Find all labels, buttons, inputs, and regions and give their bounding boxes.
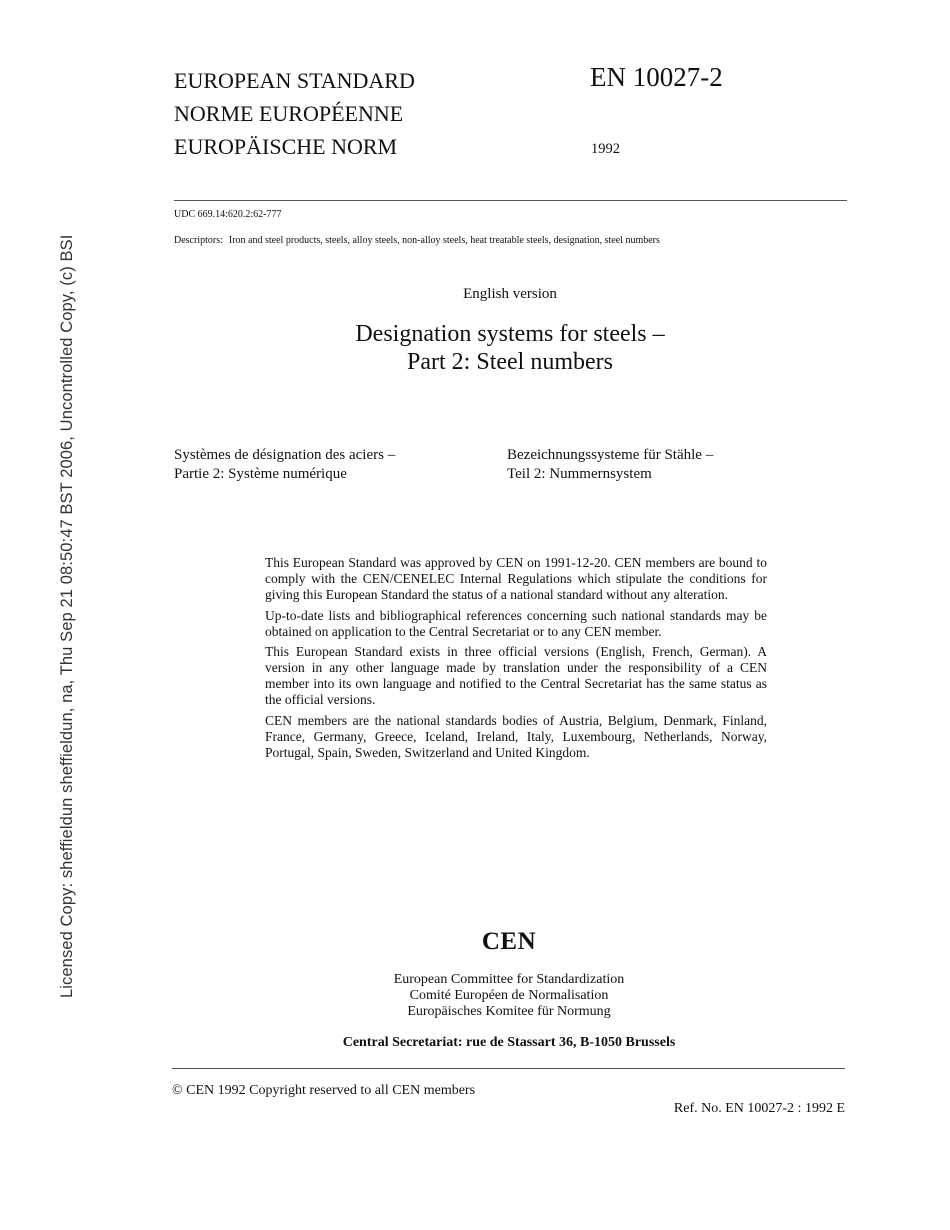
license-watermark: Licensed Copy: sheffieldun sheffieldun, na, Thu Sep 21 08:50:47 BST 2006, Uncontrolled Copy, (c) BSI <box>58 234 76 998</box>
members-paragraph: CEN members are the national standards bodies of Austria, Belgium, Denmark, Finland, France, Germany, Greece, Iceland, Ireland, Italy, Luxembourg, Netherlands, Norway, Portugal, Spain, Sweden, Switzerland and United Kingdom. <box>265 712 767 760</box>
central-secretariat: Central Secretariat: rue de Stassart 36, B-1050 Brussels <box>342 1035 676 1050</box>
header-divider <box>174 200 847 201</box>
copyright-notice: © CEN 1992 Copyright reserved to all CEN members <box>172 1083 476 1098</box>
title-french: NORME EUROPÉENNE <box>174 101 404 126</box>
cen-name-french: Comité Européen de Normalisation <box>409 988 609 1003</box>
cen-names <box>0 972 950 1020</box>
versions-paragraph: This European Standard exists in three official versions (English, French, German). A version in any other language made by translation under the responsibility of a CEN member into its own language and notified to the Central Secretariat has the same status as the official versions. <box>265 644 767 707</box>
approval-text <box>265 555 767 765</box>
approval-paragraph: This European Standard was approved by CEN on 1991-12-20. CEN members are bound to comply with the CEN/CENELEC Internal Regulations which stipulate the conditions for giving this European Standard the status of a national standard without any alteration. <box>265 555 767 602</box>
cen-logo: CEN <box>481 928 537 955</box>
version-label: English version <box>463 286 557 302</box>
references-paragraph: Up-to-date lists and bibliographical references concerning such national standards may be obtained on application to the Central Secretariat or to any CEN member. <box>265 607 767 639</box>
french-title-line2: Partie 2: Système numérique <box>174 466 347 482</box>
cen-name-german: Europäisches Komitee für Normung <box>407 1004 611 1019</box>
descriptors-text: Iron and steel products, steels, alloy steels, non-alloy steels, heat treatable steels, designation, steel numbers <box>228 235 660 246</box>
standard-titles <box>174 64 415 163</box>
reference-number: Ref. No. EN 10027-2 : 1992 E <box>673 1101 845 1116</box>
french-title-line1: Systèmes de désignation des aciers – <box>174 447 396 463</box>
cen-name-english: European Committee for Standardization <box>393 972 625 987</box>
french-title <box>174 446 395 484</box>
german-title-line1: Bezeichnungssysteme für Stähle – <box>507 447 714 463</box>
standard-year: 1992 <box>591 141 620 157</box>
document-title-line2: Part 2: Steel numbers <box>407 349 613 375</box>
document-title <box>0 320 950 376</box>
german-title <box>507 446 713 484</box>
udc-code: UDC 669.14:620.2:62-777 <box>174 209 282 220</box>
descriptors <box>174 235 660 246</box>
footer-divider <box>172 1068 845 1069</box>
title-german: EUROPÄISCHE NORM <box>174 134 398 159</box>
standard-number: EN 10027-2 <box>590 62 723 92</box>
german-title-line2: Teil 2: Nummernsystem <box>507 466 652 482</box>
document-title-line1: Designation systems for steels – <box>355 321 665 347</box>
title-english: EUROPEAN STANDARD <box>174 68 415 93</box>
descriptors-label: Descriptors: <box>174 235 223 246</box>
